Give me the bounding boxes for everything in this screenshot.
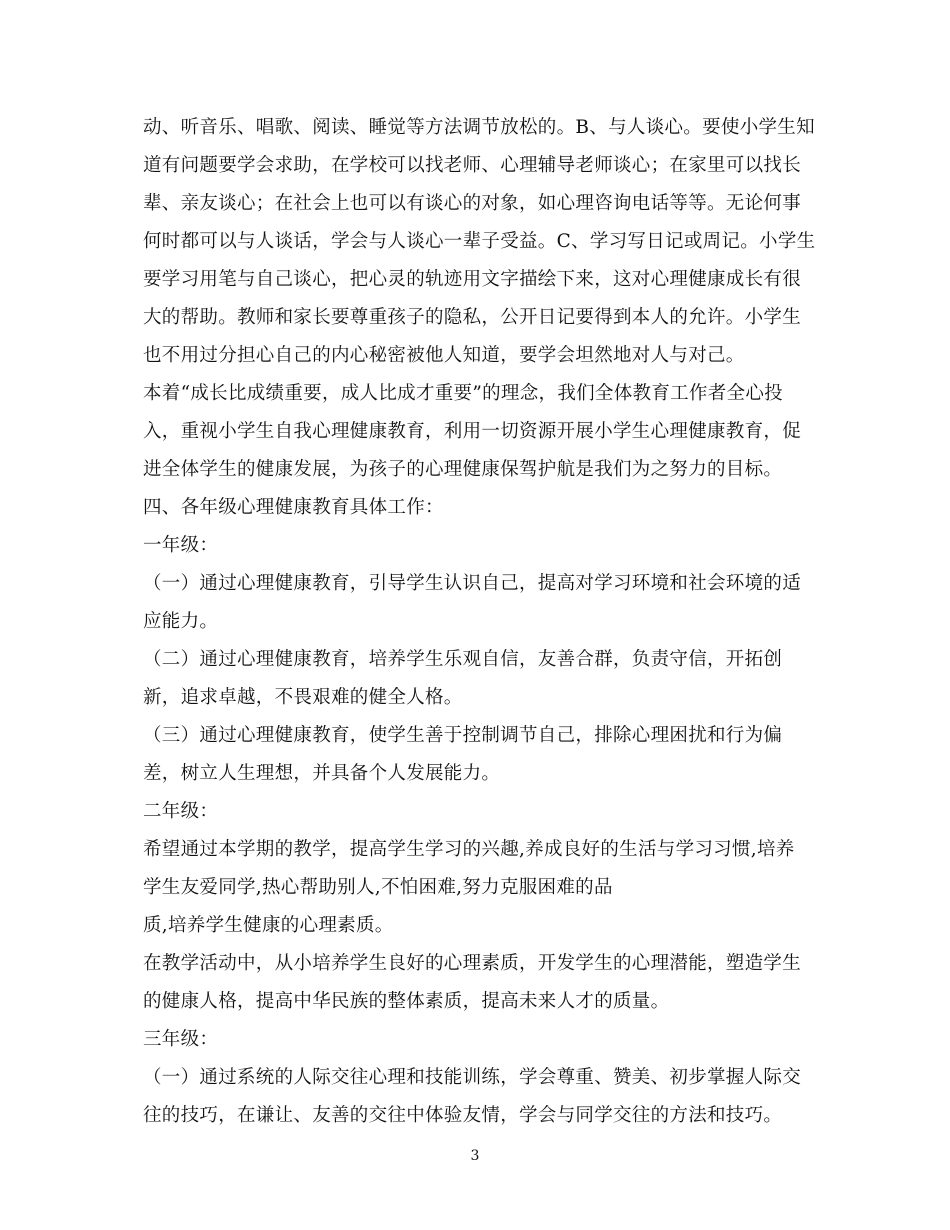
text-line: 学生友爱同学,热心帮助别人,不怕困难,努力克服困难的品 xyxy=(143,877,613,898)
text-line: 质,培养学生健康的心理素质。 xyxy=(143,915,394,936)
text-line: 在教学活动中，从小培养学生良好的心理素质，开发学生的心理潜能，塑造学生 xyxy=(143,953,802,974)
text-line: 要学习用笔与自己谈心，把心灵的轨迹用文字描绘下来，这对心理健康成长有很 xyxy=(143,269,802,290)
text-line: 往的技巧，在谦让、友善的交往中体验友情，学会与同学交往的方法和技巧。 xyxy=(143,1105,783,1126)
text-line: 大的帮助。教师和家长要尊重孩子的隐私，公开日记要得到本人的允许。小学生 xyxy=(143,307,802,328)
text-line: 应能力。 xyxy=(143,611,219,632)
text-line: 也不用过分担心自己的内心秘密被他人知道，要学会坦然地对人与对己。 xyxy=(143,345,745,366)
grade-heading: 一年级： xyxy=(143,535,219,556)
text-line: （一）通过心理健康教育，引导学生认识自己，提高对学习环境和社会环境的适 xyxy=(143,573,802,594)
text-line: 进全体学生的健康发展，为孩子的心理健康保驾护航是我们为之努力的目标。 xyxy=(143,459,783,480)
text-line: 何时都可以与人谈话，学会与人谈心一辈子受益。C、学习写日记或周记。小学生 xyxy=(143,231,816,252)
section-heading: 四、各年级心理健康教育具体工作： xyxy=(143,497,444,518)
text-line: 本着“成长比成绩重要，成人比成才重要”的理念，我们全体教育工作者全心投 xyxy=(143,383,783,404)
text-line: 希望通过本学期的教学，提高学生学习的兴趣,养成良好的生活与学习习惯,培养 xyxy=(143,839,795,860)
text-line: （一）通过系统的人际交往心理和技能训练，学会尊重、赞美、初步掌握人际交 xyxy=(143,1067,802,1088)
text-line: 道有问题要学会求助，在学校可以找老师、心理辅导老师谈心；在家里可以找长 xyxy=(143,155,802,176)
text-line: 动、听音乐、唱歌、阅读、睡觉等方法调节放松的。B、与人谈心。要使小学生知 xyxy=(143,117,815,138)
text-line: （二）通过心理健康教育，培养学生乐观自信，友善合群，负责守信，开拓创 xyxy=(143,649,783,670)
grade-heading: 二年级： xyxy=(143,801,219,822)
text-line: 入，重视小学生自我心理健康教育，利用一切资源开展小学生心理健康教育，促 xyxy=(143,421,802,442)
page-number: 3 xyxy=(470,1148,480,1164)
text-line: 差，树立人生理想，并具备个人发展能力。 xyxy=(143,763,501,784)
grade-heading: 三年级： xyxy=(143,1029,219,1050)
text-line: （三）通过心理健康教育，使学生善于控制调节自己，排除心理困扰和行为偏 xyxy=(143,725,783,746)
text-line: 新，追求卓越，不畏艰难的健全人格。 xyxy=(143,687,463,708)
text-line: 辈、亲友谈心；在社会上也可以有谈心的对象，如心理咨询电话等等。无论何事 xyxy=(143,193,802,214)
text-line: 的健康人格，提高中华民族的整体素质，提高未来人才的质量。 xyxy=(143,991,670,1012)
